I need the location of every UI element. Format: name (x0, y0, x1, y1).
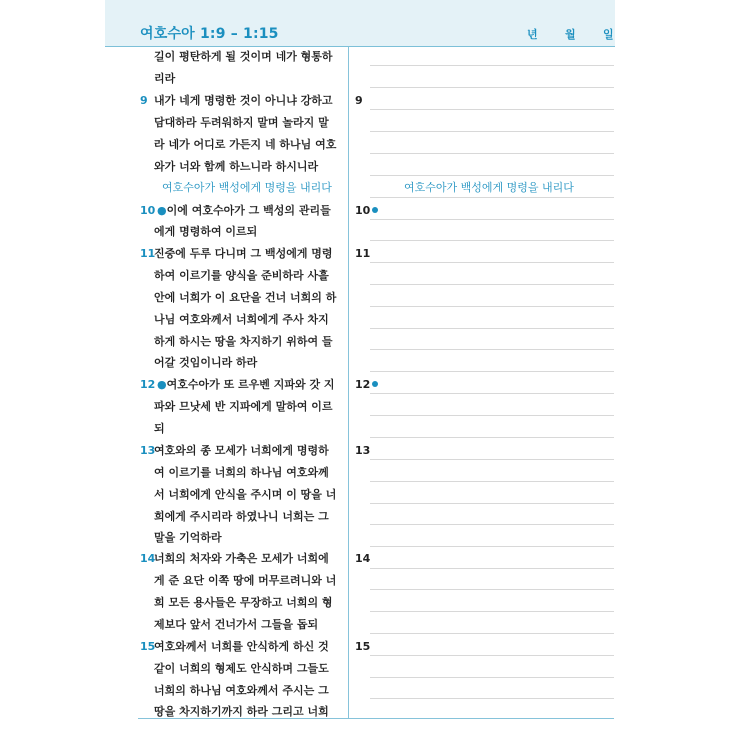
text-line: 안에 너희가 이 요단을 건너 너희의 하 (154, 291, 337, 304)
text-line: 같이 너희의 형제도 안식하며 그들도 (154, 662, 329, 675)
writing-verse-number: 14 (355, 552, 371, 565)
writing-line[interactable] (370, 415, 614, 416)
writing-line[interactable] (370, 284, 614, 285)
writing-line[interactable] (370, 393, 614, 394)
header-divider (105, 46, 615, 47)
writing-line[interactable] (370, 371, 614, 372)
bullet-dot-icon: ● (157, 378, 167, 391)
text-line: 어갈 것임이니라 하라 (154, 356, 258, 369)
writing-section-heading: 여호수아가 백성에게 명령을 내리다 (404, 181, 574, 194)
text-line: 에게 명령하여 이르되 (154, 225, 258, 238)
writing-line[interactable] (370, 131, 614, 132)
verse-number: 14 (140, 552, 156, 565)
writing-line[interactable] (370, 240, 614, 241)
text-line: 말을 기억하라 (154, 531, 222, 544)
text-line: 나님 여호와께서 너희에게 주사 차지 (154, 313, 329, 326)
writing-line[interactable] (370, 197, 614, 198)
writing-line[interactable] (370, 109, 614, 110)
bullet-dot-icon (372, 381, 378, 387)
writing-line[interactable] (370, 589, 614, 590)
text-line: 너희의 하나님 여호와께서 주시는 그 (154, 684, 329, 697)
writing-line[interactable] (370, 546, 614, 547)
text-line: 하게 하시는 땅을 차지하기 위하여 들 (154, 335, 333, 348)
bullet-dot-icon (372, 207, 378, 213)
text-line: 되 (154, 422, 165, 435)
text-line: 게 준 요단 이쪽 땅에 머무르려니와 너 (154, 574, 337, 587)
text-line: 진중에 두루 다니며 그 백성에게 명령 (154, 247, 333, 260)
verse-number: 10 (140, 204, 156, 217)
writing-verse-number: 11 (355, 247, 371, 260)
text-line (157, 378, 335, 391)
text-line: 하여 이르기를 양식을 준비하라 사흘 (154, 269, 329, 282)
verse-number: 9 (140, 94, 148, 107)
writing-line[interactable] (370, 349, 614, 350)
verse-text: 이에 여호수아가 그 백성의 관리들 (166, 204, 331, 217)
text-line: 희에게 주시리라 하였나니 너희는 그 (154, 510, 329, 523)
text-line: 와가 너와 함께 하느니라 하시니라 (154, 160, 319, 173)
writing-line[interactable] (370, 437, 614, 438)
text-line: 너희의 처자와 가축은 모세가 너희에 (154, 552, 329, 565)
writing-line[interactable] (370, 262, 614, 263)
verse-number: 15 (140, 640, 156, 653)
text-line: 리라 (154, 72, 176, 85)
verse-number: 12 (140, 378, 156, 391)
writing-line[interactable] (370, 524, 614, 525)
text-line: 담대하라 두려워하지 말며 놀라지 말 (154, 116, 329, 129)
column-divider (348, 47, 349, 719)
page-title: 여호수아 1:9 – 1:15 (140, 26, 279, 42)
writing-line[interactable] (370, 219, 614, 220)
writing-line[interactable] (370, 459, 614, 460)
bottom-rule (138, 718, 614, 719)
date-day-label: 일 (603, 28, 614, 41)
section-heading: 여호수아가 백성에게 명령을 내리다 (162, 181, 332, 194)
writing-line[interactable] (370, 655, 614, 656)
writing-line[interactable] (370, 87, 614, 88)
text-line: 제보다 앞서 건너가서 그들을 돕되 (154, 618, 319, 631)
writing-verse-number: 13 (355, 444, 371, 457)
text-line: 라 네가 어디로 가든지 네 하나님 여호 (154, 138, 337, 151)
writing-line[interactable] (370, 568, 614, 569)
text-line: 여 이르기를 너희의 하나님 여호와께 (154, 466, 329, 479)
writing-line[interactable] (370, 175, 614, 176)
writing-verse-number: 10 (355, 204, 371, 217)
writing-line[interactable] (370, 698, 614, 699)
writing-line[interactable] (370, 677, 614, 678)
writing-line[interactable] (370, 153, 614, 154)
verse-number: 13 (140, 444, 156, 457)
date-month-label: 월 (565, 28, 576, 41)
writing-verse-number: 15 (355, 640, 371, 653)
writing-line[interactable] (370, 503, 614, 504)
writing-line[interactable] (370, 328, 614, 329)
text-line: 여호와께서 너희를 안식하게 하신 것 (154, 640, 329, 653)
date-year-label: 년 (527, 28, 538, 41)
writing-line[interactable] (370, 65, 614, 66)
writing-line[interactable] (370, 633, 614, 634)
verse-text: 여호수아가 또 르우벤 지파와 갓 지 (166, 378, 335, 391)
writing-line[interactable] (370, 481, 614, 482)
writing-line[interactable] (370, 611, 614, 612)
writing-verse-number: 12 (355, 378, 371, 391)
writing-line[interactable] (370, 306, 614, 307)
text-line: 서 너희에게 안식을 주시며 이 땅을 너 (154, 488, 337, 501)
writing-verse-number: 9 (355, 94, 363, 107)
text-line: 파와 므낫세 반 지파에게 말하여 이르 (154, 400, 333, 413)
text-line: 희 모든 용사들은 무장하고 너희의 형 (154, 596, 333, 609)
text-line: 땅을 차지하기까지 하라 그리고 너희 (154, 705, 329, 718)
text-line (157, 204, 331, 217)
bullet-dot-icon: ● (157, 204, 167, 217)
text-line: 내가 네게 명령한 것이 아니냐 강하고 (154, 94, 333, 107)
text-line: 여호와의 종 모세가 너희에게 명령하 (154, 444, 329, 457)
text-line: 길이 평탄하게 될 것이며 네가 형통하 (154, 50, 333, 63)
verse-number: 11 (140, 247, 156, 260)
